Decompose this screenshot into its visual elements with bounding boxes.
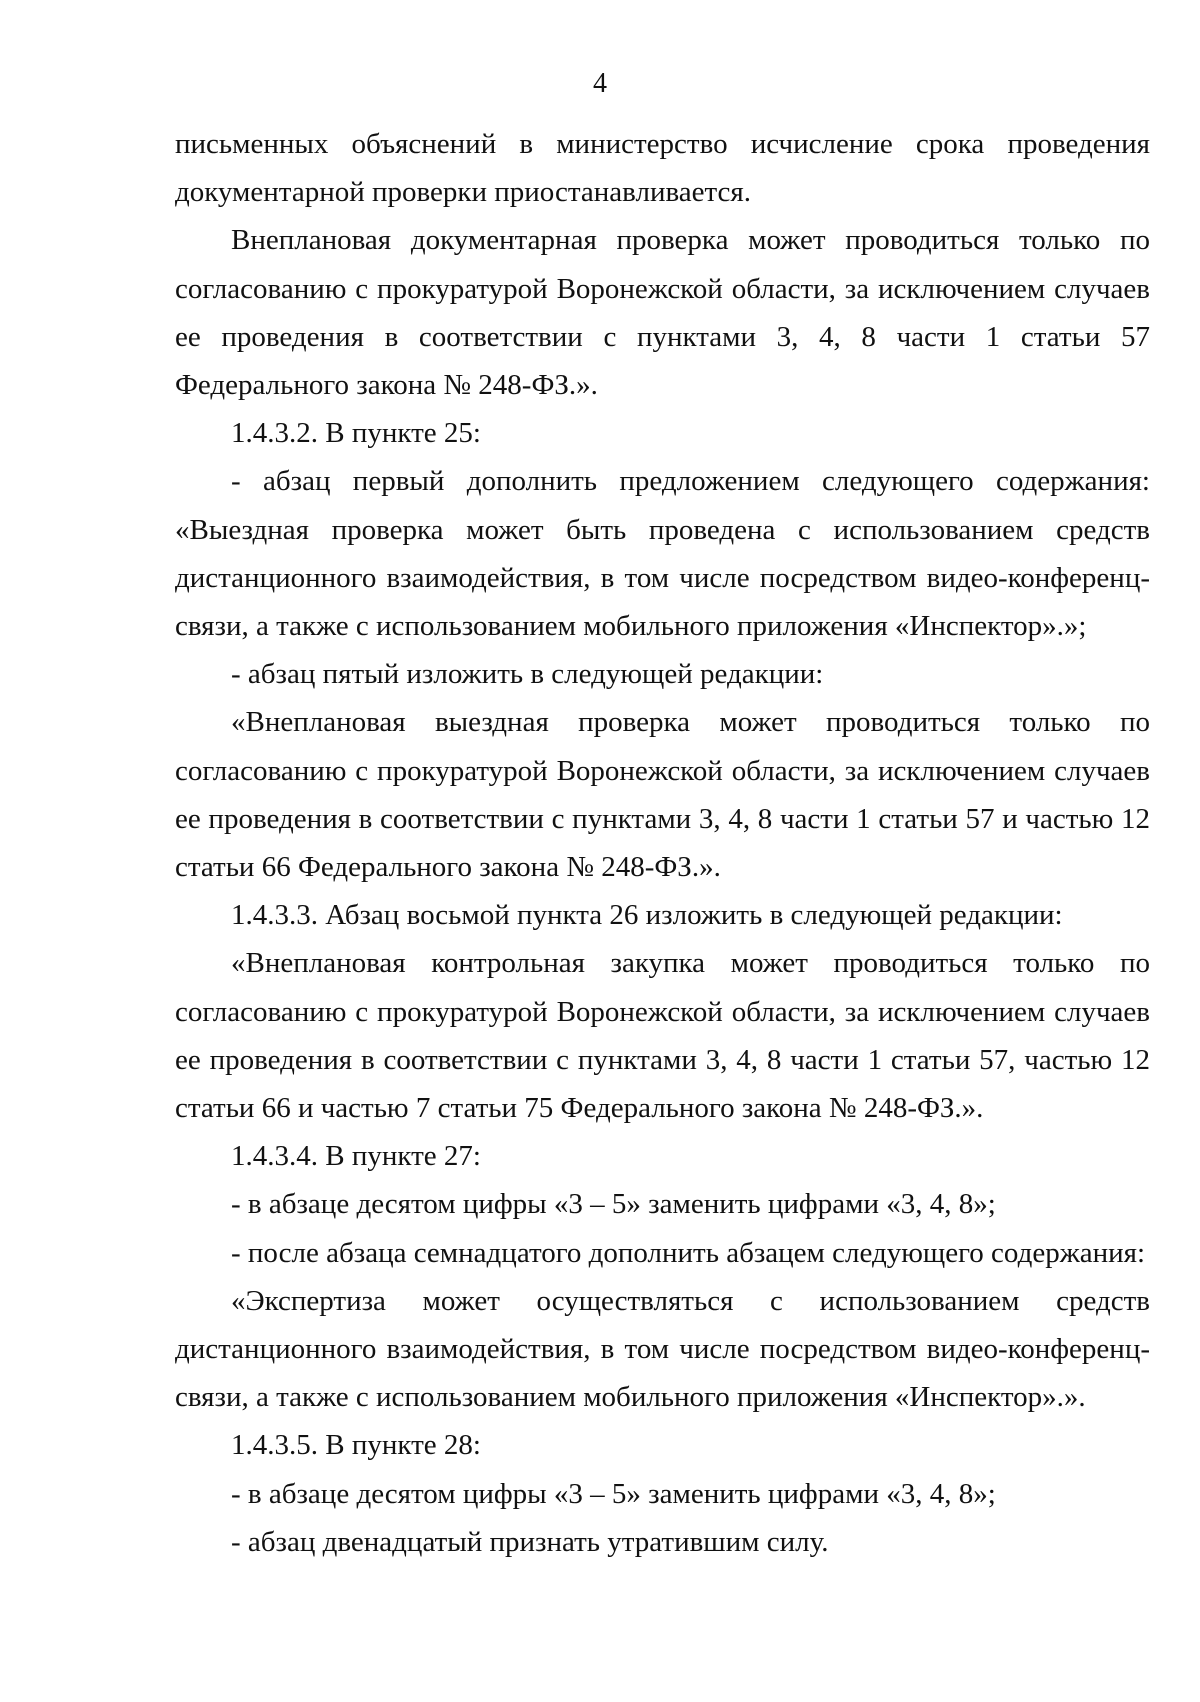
text-line: документарной проверки приостанавливается. [175, 176, 752, 209]
text-line: 1.4.3.2. В пункте 25: [231, 417, 481, 450]
text-line: Федерального закона № 248-ФЗ.». [175, 369, 598, 402]
text-line: «Внеплановая выездная проверка может проводиться только по [231, 706, 1150, 739]
text-line: дистанционного взаимодействия, в том числе посредством видео-конференц- [175, 1333, 1150, 1366]
text-line: согласованию с прокуратурой Воронежской области, за исключением случаев [175, 754, 1150, 787]
paragraph [175, 939, 1150, 1132]
paragraph [175, 1132, 1150, 1180]
text-line: - после абзаца семнадцатого дополнить абзацем следующего содержания: [231, 1236, 1146, 1269]
text-line: согласованию с прокуратурой Воронежской области, за исключением случаев [175, 995, 1150, 1028]
text-line: - в абзаце десятом цифры «3 – 5» заменить цифрами «3, 4, 8»; [231, 1477, 996, 1510]
paragraph [175, 1277, 1150, 1422]
paragraph [175, 891, 1150, 939]
paragraph [175, 1518, 1150, 1566]
text-line: «Экспертиза может осуществляться с использованием средств [231, 1284, 1150, 1317]
text-line: 1.4.3.5. В пункте 28: [231, 1429, 481, 1462]
paragraph [175, 698, 1150, 891]
text-line: «Выездная проверка может быть проведена с использованием средств [175, 513, 1150, 546]
text-line: связи, а также с использованием мобильного приложения «Инспектор».». [175, 1381, 1086, 1414]
text-line: статьи 66 Федерального закона № 248-ФЗ.». [175, 851, 721, 884]
text-line: - абзац пятый изложить в следующей редакции: [231, 658, 824, 691]
text-line: - в абзаце десятом цифры «3 – 5» заменить цифрами «3, 4, 8»; [231, 1188, 996, 1221]
page-number: 4 [593, 68, 607, 99]
text-line: согласованию с прокуратурой Воронежской области, за исключением случаев [175, 272, 1150, 305]
text-line: «Внеплановая контрольная закупка может проводиться только по [231, 947, 1150, 980]
paragraph [175, 1229, 1150, 1277]
text-line: связи, а также с использованием мобильного приложения «Инспектор».»; [175, 610, 1087, 643]
text-line: статьи 66 и частью 7 статьи 75 Федерального закона № 248-ФЗ.». [175, 1092, 984, 1125]
paragraph [175, 1470, 1150, 1518]
text-line: ее проведения в соответствии с пунктами 3, 4, 8 части 1 статьи 57 и частью 12 [175, 802, 1150, 835]
paragraph [175, 120, 1150, 216]
text-line: ее проведения в соответствии с пунктами 3, 4, 8 части 1 статьи 57, частью 12 [175, 1043, 1150, 1076]
paragraph [175, 650, 1150, 698]
text-line: 1.4.3.4. В пункте 27: [231, 1140, 481, 1173]
text-line: - абзац первый дополнить предложением следующего содержания: [231, 465, 1150, 498]
text-line: дистанционного взаимодействия, в том числе посредством видео-конференц- [175, 561, 1150, 594]
paragraph [175, 409, 1150, 457]
paragraph [175, 216, 1150, 409]
text-line: Внеплановая документарная проверка может проводиться только по [231, 224, 1150, 257]
document-body [175, 120, 1150, 1566]
paragraph [175, 1421, 1150, 1469]
text-line: - абзац двенадцатый признать утратившим силу. [231, 1525, 829, 1558]
paragraph [175, 1180, 1150, 1228]
paragraph [175, 457, 1150, 650]
text-line: ее проведения в соответствии с пунктами 3, 4, 8 части 1 статьи 57 [175, 320, 1150, 353]
text-line: письменных объяснений в министерство исчисление срока проведения [175, 128, 1150, 160]
text-line: 1.4.3.3. Абзац восьмой пункта 26 изложить в следующей редакции: [231, 899, 1063, 932]
